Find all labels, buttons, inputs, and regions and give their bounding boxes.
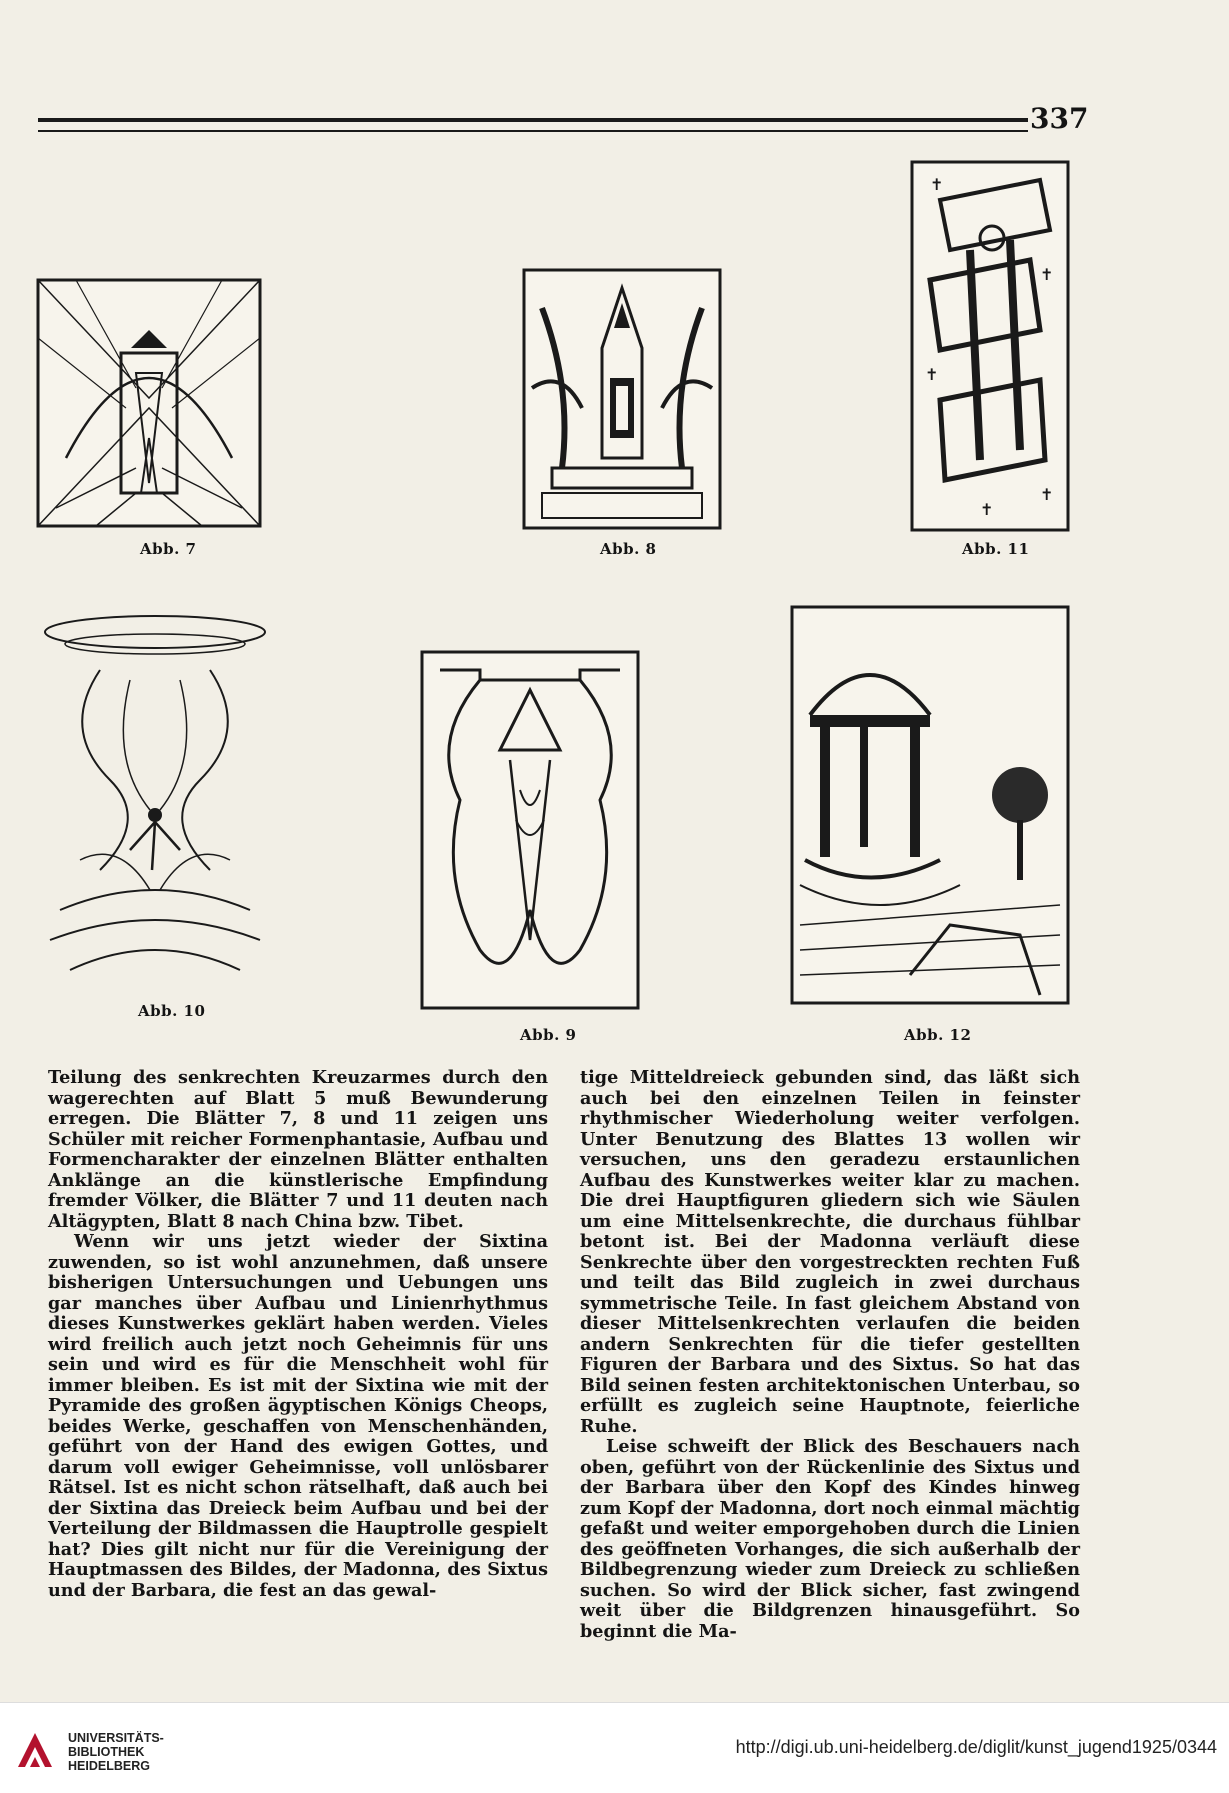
figure-abb-11 (910, 160, 1070, 532)
header-rule (38, 118, 1028, 132)
caption-abb-7: Abb. 7 (140, 540, 197, 558)
figure-abb-7-drawing (36, 278, 262, 528)
figure-abb-12 (790, 605, 1070, 1005)
figure-abb-10 (40, 610, 270, 1000)
svg-text:✝: ✝ (930, 175, 944, 194)
figure-abb-10-drawing (40, 610, 270, 1000)
figure-abb-8 (522, 268, 722, 530)
paragraph: Teilung des senkrechten Kreuzarmes durch den wagerechten auf Blatt 5 muß Bewunderung erregen. Die Blätter 7, 8 und 11 zeigen uns Schüler mit reicher Formenphantasie, Aufbau und Formencharakter der einzelnen Blätter enthalten Anklänge an die künstlerische Empfindung fremder Völker, die Blätter 7 und 11 deuten nach Altägypten, Blatt 8 nach China bzw. Tibet. (48, 1067, 548, 1232)
figure-abb-9-drawing (420, 650, 640, 1010)
library-name (68, 1731, 164, 1773)
figure-abb-9 (420, 650, 640, 1010)
caption-abb-9: Abb. 9 (520, 1026, 577, 1044)
figure-abb-11-drawing (910, 160, 1070, 532)
caption-abb-8: Abb. 8 (600, 540, 657, 558)
page-number: 337 (1030, 102, 1089, 135)
library-line-1: UNIVERSITÄTS- (68, 1731, 164, 1745)
figure-abb-12-drawing (790, 605, 1070, 1005)
caption-abb-10: Abb. 10 (138, 1002, 206, 1020)
svg-text:✝: ✝ (925, 365, 939, 384)
caption-abb-11: Abb. 11 (962, 540, 1030, 558)
svg-text:✝: ✝ (1040, 485, 1054, 504)
paragraph: Wenn wir uns jetzt wieder der Sixtina zuwenden, so ist wohl anzunehmen, daß unsere bisherigen Untersuchungen und Uebungen uns gar manches über Aufbau und Linienrhythmus dieses Kunstwerkes geklärt haben werden. Vieles wird freilich auch jetzt noch Geheimnis für uns sein und wird es für die Menschheit wohl für immer bleiben. Es ist mit der Sixtina wie mit der Pyramide des großen ägyptischen Königs Cheops, beides Werke, geschaffen von Menschenhänden, geführt von der Hand des ewigen Gottes, und darum voll ewiger Geheimnisse, voll unlösbarer Rätsel. Ist es nicht schon rätselhaft, daß auch bei der Sixtina das Dreieck beim Aufbau und bei der Verteilung der Bildmassen die Hauptrolle gespielt hat? Dies gilt nicht nur für die Vereinigung der Hauptmassen des Bildes, der Madonna, des Sixtus und der Barbara, die fest an das gewal- (48, 1231, 548, 1601)
text-column-right (580, 1068, 1080, 1642)
text-column-left (48, 1068, 548, 1601)
caption-abb-12: Abb. 12 (904, 1026, 972, 1044)
svg-text:✝: ✝ (1040, 265, 1054, 284)
source-url: http://digi.ub.uni-heidelberg.de/diglit/kunst_jugend1925/0344 (735, 1737, 1217, 1757)
university-seal-icon (14, 1729, 56, 1771)
library-line-3: HEIDELBERG (68, 1759, 150, 1773)
paragraph: tige Mitteldreieck gebunden sind, das läßt sich auch bei den einzelnen Teilen in feinster rhythmischer Wiederholung weiter verfolgen. Unter Benutzung des Blattes 13 wollen wir versuchen, uns den geradezu erstaunlichen Aufbau des Kunstwerkes weiter klar zu machen. Die drei Hauptfiguren gliedern sich wie Säulen um eine Mittelsenkrechte, die durchaus fühlbar betont ist. Bei der Madonna verläuft diese Senkrechte über den vorgestreckten rechten Fuß und teilt das Bild zugleich in zwei durchaus symmetrische Teile. In fast gleichem Abstand von dieser Mittelsenkrechten verlaufen die beiden andern Senkrechten für die tiefer gestellten Figuren der Barbara und des Sixtus. So hat das Bild seinen festen architektonischen Unterbau, so erfüllt es zugleich seine Hauptnote, feierliche Ruhe. (580, 1067, 1080, 1437)
figure-abb-7 (36, 278, 262, 528)
library-line-2: BIBLIOTHEK (68, 1745, 145, 1759)
paragraph: Leise schweift der Blick des Beschauers nach oben, geführt von der Rückenlinie des Sixtus und der Barbara über den Kopf des Kindes hinweg zum Kopf der Madonna, dort noch einmal mächtig gefaßt und weiter emporgehoben durch die Linien des geöffneten Vorhanges, die sich außerhalb der Bildbegrenzung wieder zum Dreieck zu schließen suchen. So wird der Blick sicher, fast zwingend weit über die Bildgrenzen hinausgeführt. So beginnt die Ma- (580, 1436, 1080, 1642)
figure-abb-8-drawing (522, 268, 722, 530)
svg-text:✝: ✝ (980, 500, 994, 519)
footer-bar (0, 1702, 1229, 1793)
